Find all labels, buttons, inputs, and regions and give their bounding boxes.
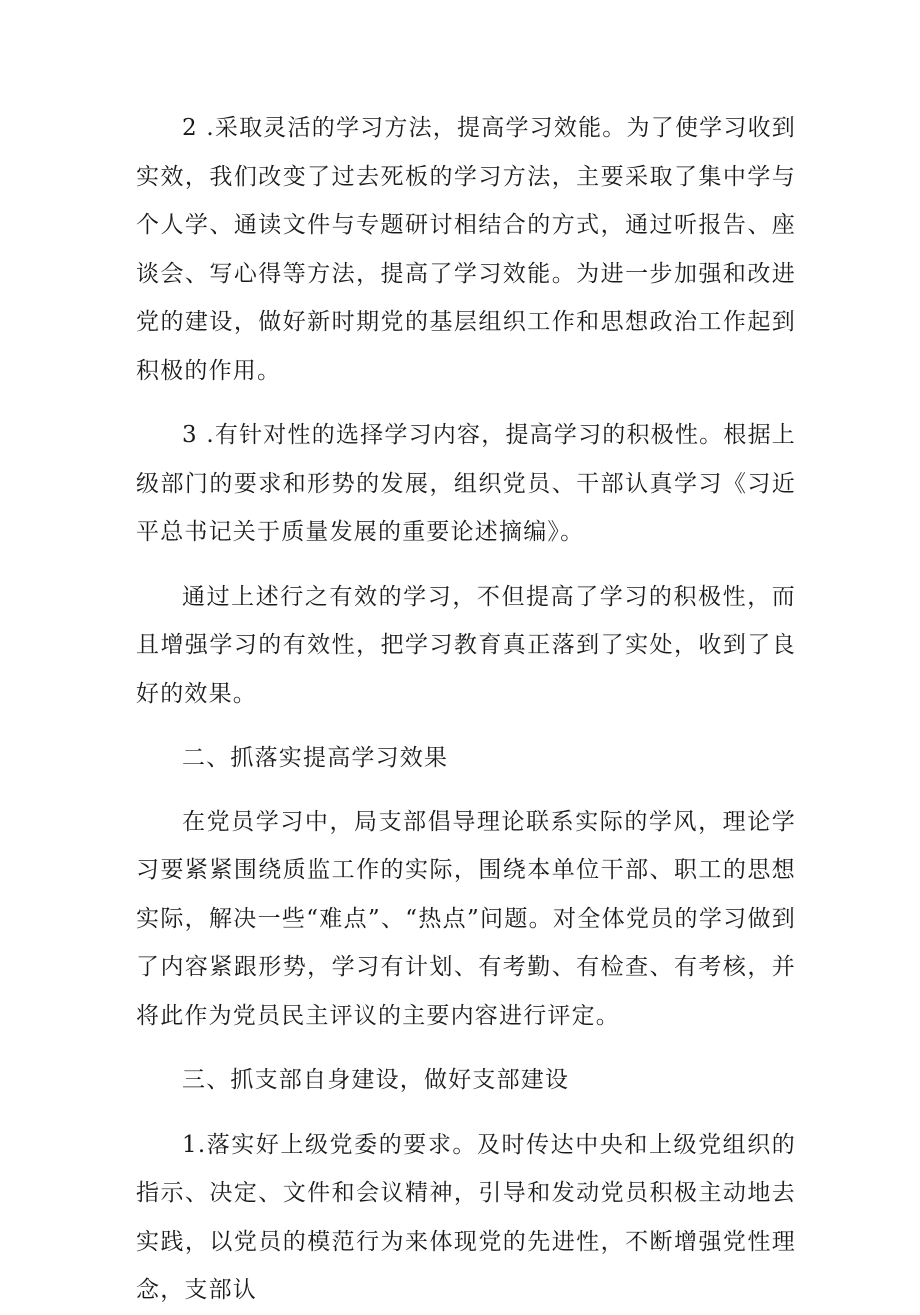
section-heading-implementation: 二、抓落实提高学习效果 — [182, 745, 449, 771]
document-body — [136, 104, 796, 1315]
section-heading-branch-building: 三、抓支部自身建设，做好支部建设 — [182, 1067, 570, 1093]
paragraph-party-committee-requirements: 1.落实好上级党委的要求。及时传达中央和上级党组织的指示、决定、文件和会议精神，引导和发动党员积极主动地去实践，以党员的模范行为来体现党的先进性，不断增强党性理念，支部认 — [136, 1131, 796, 1303]
paragraph-party-member-study: 在党员学习中，局支部倡导理论联系实际的学风，理论学习要紧紧围绕质监工作的实际，围绕本单位干部、职工的思想实际，解决一些“难点”、“热点”问题。对全体党员的学习做到了内容紧跟形势，学习有计划、有考勤、有检查、有考核，并将此作为党员民主评议的主要内容进行评定。 — [136, 808, 796, 1029]
paragraph-learning-methods: 2 .采取灵活的学习方法，提高学习效能。为了使学习收到实效，我们改变了过去死板的学习方法，主要采取了集中学与个人学、通读文件与专题研讨相结合的方式，通过听报告、座谈会、写心得等方法，提高了学习效能。为进一步加强和改进党的建设，做好新时期党的基层组织工作和思想政治工作起到积极的作用。 — [136, 115, 796, 384]
paragraph-learning-summary: 通过上述行之有效的学习，不但提高了学习的积极性，而且增强学习的有效性，把学习教育真正落到了实处，收到了良好的效果。 — [136, 583, 796, 707]
paragraph-learning-content: 3 .有针对性的选择学习内容，提高学习的积极性。根据上级部门的要求和形势的发展，组织党员、干部认真学习《习近平总书记关于质量发展的重要论述摘编》。 — [136, 422, 796, 545]
